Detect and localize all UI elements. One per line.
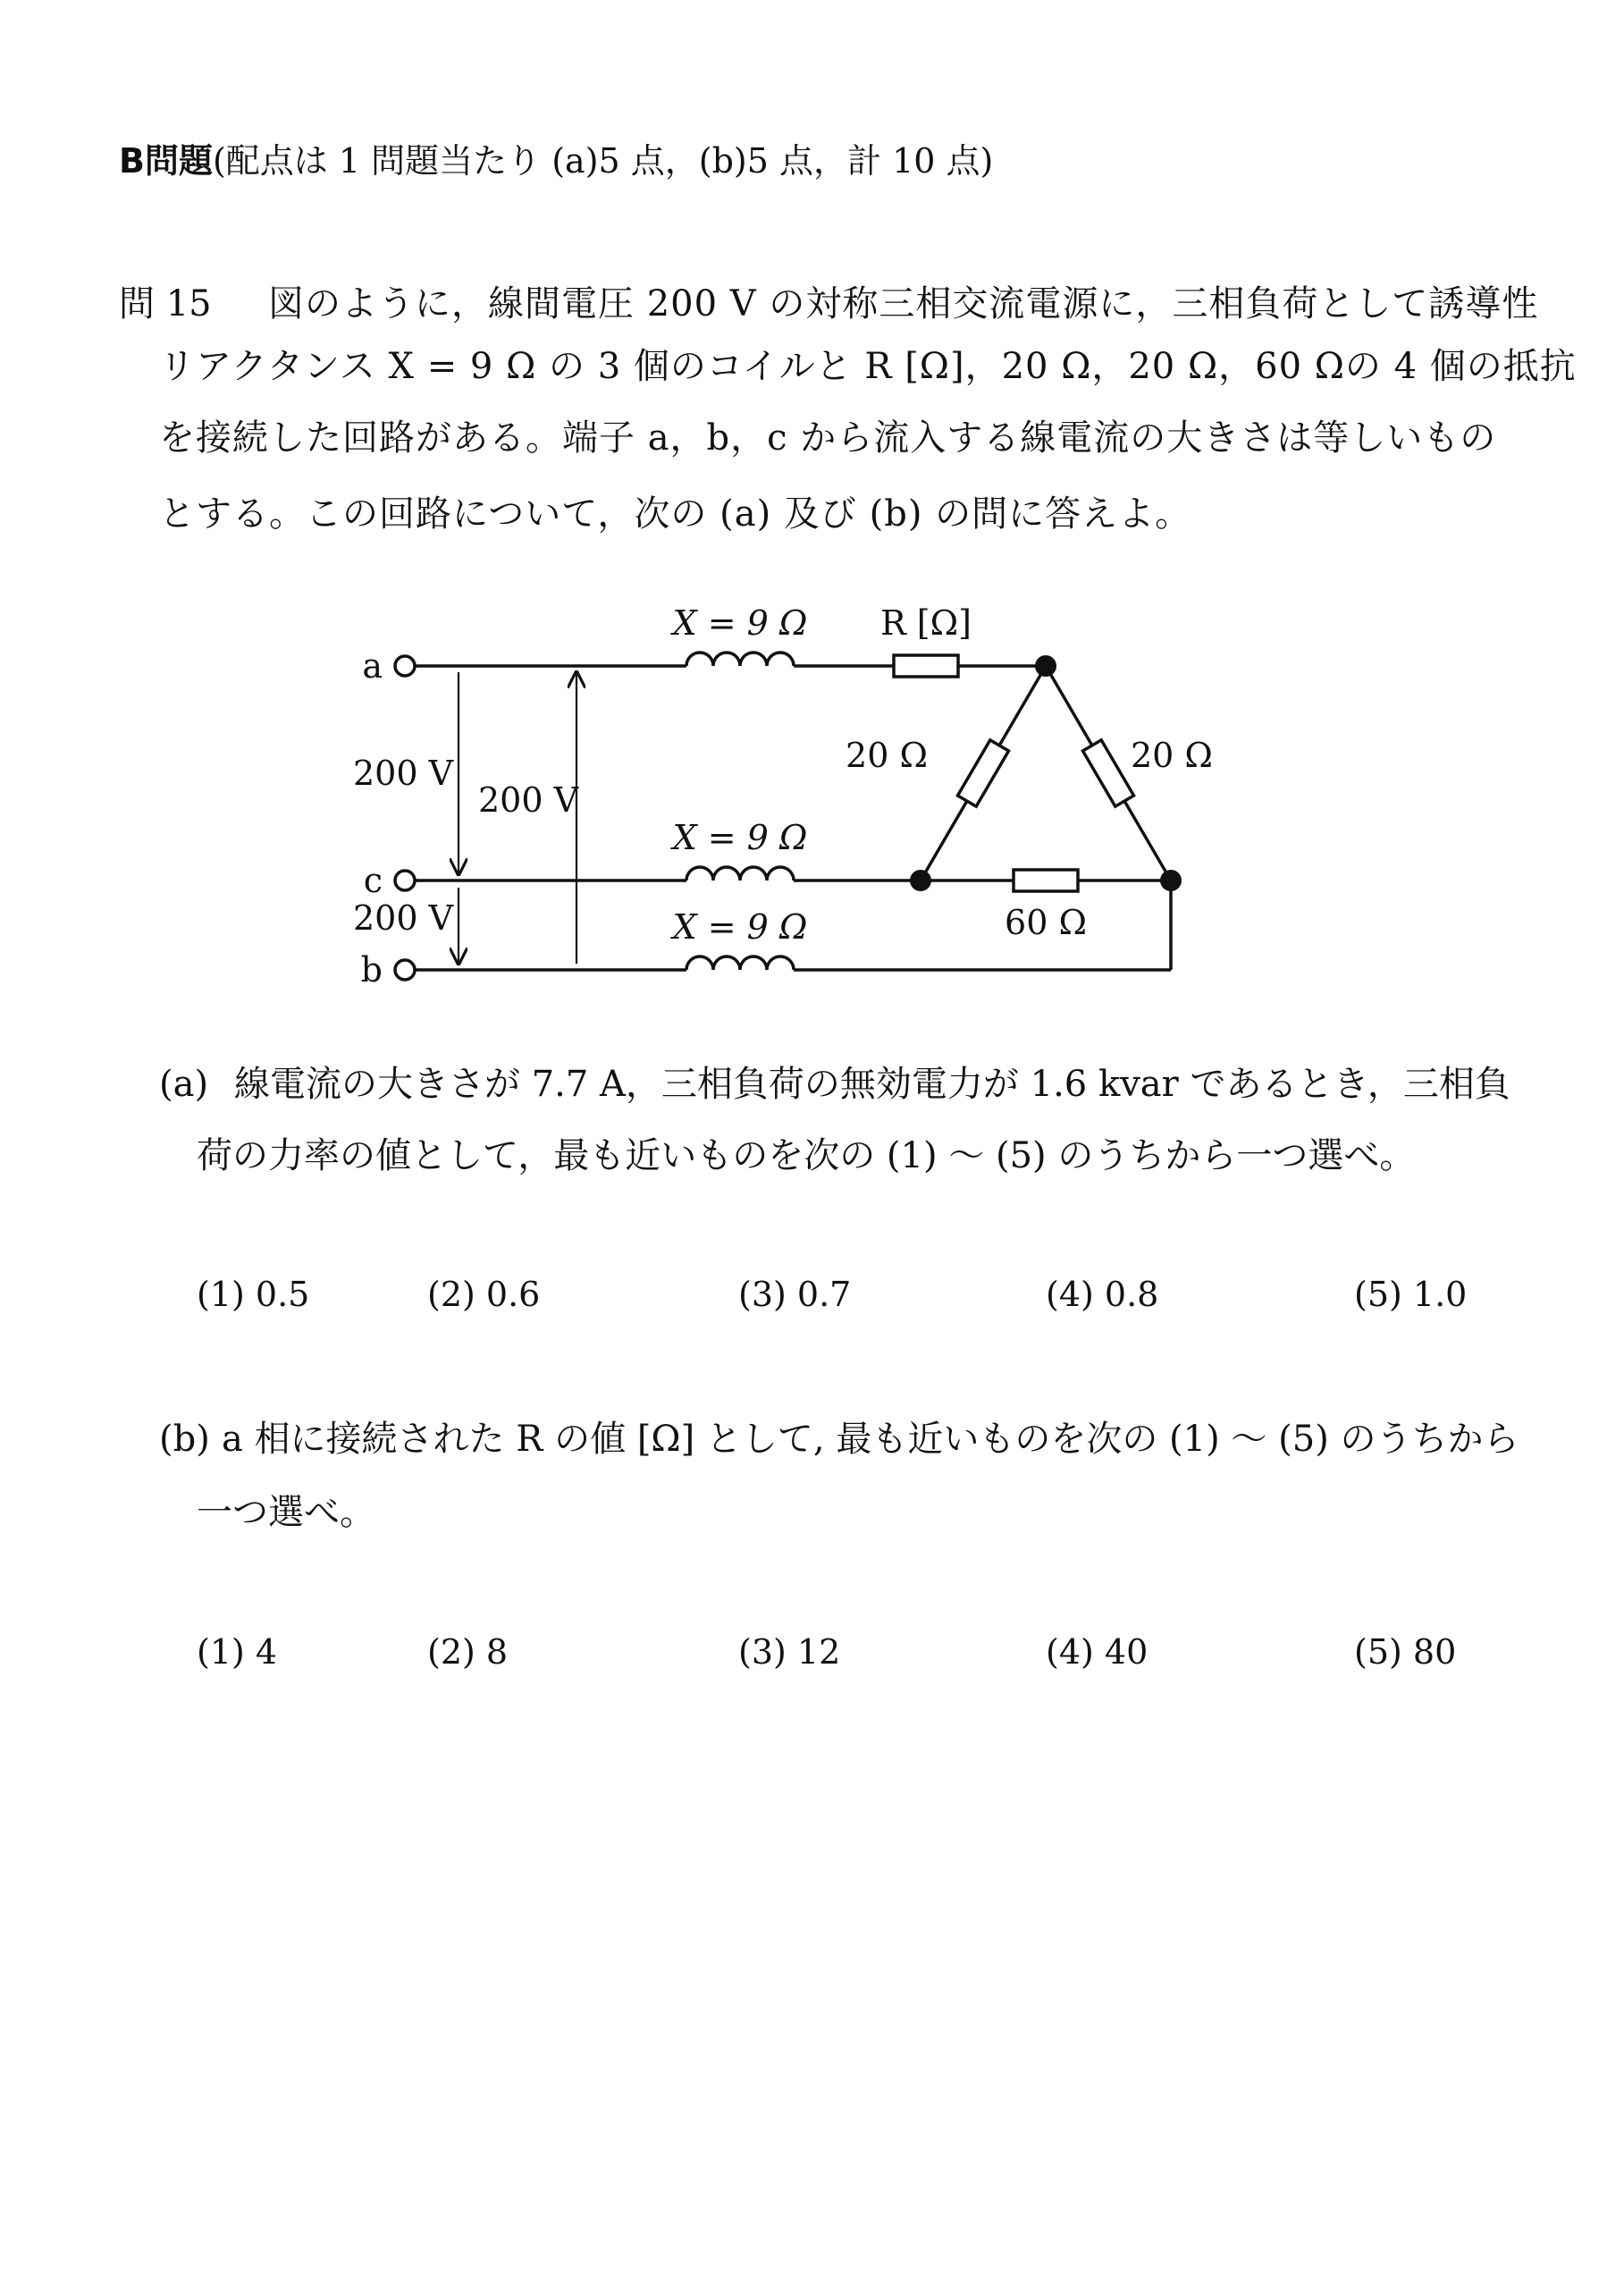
resistor-delta-left	[957, 740, 1008, 806]
part-a-choice-4[interactable]: (4) 0.8	[1046, 1275, 1159, 1314]
node-right	[1160, 870, 1182, 891]
node-left	[910, 870, 931, 891]
part-b-line-1: a 相に接続された R の値 [Ω] として, 最も近いものを次の (1) ～ (5) のうちから	[222, 1419, 1519, 1460]
question-line-1: 図のように，線間電圧 200 V の対称三相交流電源に，三相負荷として誘導性	[268, 283, 1539, 324]
part-b-choice-1[interactable]: (1) 4	[197, 1632, 278, 1672]
coil-c	[686, 867, 794, 881]
label-reactance-a: X = 9 Ω	[672, 603, 808, 643]
label-v-ab: 200 V	[478, 780, 579, 820]
resistor-r	[894, 655, 958, 677]
terminal-b-circle	[395, 960, 415, 980]
coil-a	[686, 653, 794, 666]
label-terminal-b: b	[360, 950, 383, 990]
terminal-a-circle	[395, 656, 415, 676]
part-a-choice-3[interactable]: (3) 0.7	[738, 1275, 852, 1314]
part-a-choice-1[interactable]: (1) 0.5	[197, 1275, 310, 1314]
section-label: B問題	[119, 141, 213, 181]
question-number: 問 15	[119, 283, 212, 324]
label-terminal-c: c	[363, 861, 383, 900]
question-line-3: を接続した回路がある。端子 a，b，c から流入する線電流の大きさは等しいもの	[159, 417, 1497, 459]
part-a-choice-5[interactable]: (5) 1.0	[1354, 1275, 1468, 1314]
label-reactance-b: X = 9 Ω	[672, 907, 808, 947]
part-b-line-2: 一つ選べ。	[197, 1492, 375, 1533]
resistor-delta-right	[1082, 740, 1133, 806]
label-resistor-r: R [Ω]	[880, 603, 972, 643]
part-b-label: (b)	[159, 1419, 210, 1460]
question-line-4: とする。この回路について，次の (a) 及び (b) の問に答えよ。	[159, 493, 1192, 535]
label-v-ac: 200 V	[353, 754, 454, 793]
circuit-diagram	[340, 590, 1287, 1001]
part-b-choice-2[interactable]: (2) 8	[427, 1632, 509, 1672]
label-v-cb: 200 V	[353, 898, 454, 938]
section-points: (配点は 1 問題当たり (a)5 点，(b)5 点，計 10 点)	[212, 141, 994, 181]
label-delta-bottom: 60 Ω	[1005, 903, 1087, 942]
resistor-delta-bottom	[1014, 870, 1078, 891]
part-a-line-1: 線電流の大きさが 7.7 A，三相負荷の無効電力が 1.6 kvar であるとき，三相負	[234, 1064, 1510, 1105]
label-reactance-c: X = 9 Ω	[672, 818, 808, 857]
part-b-choice-4[interactable]: (4) 40	[1046, 1632, 1149, 1672]
question-line-2: リアクタンス X = 9 Ω の 3 個のコイルと R [Ω]，20 Ω，20 Ω，60 Ωの 4 個の抵抗	[159, 346, 1577, 387]
label-terminal-a: a	[362, 646, 383, 686]
label-delta-right: 20 Ω	[1131, 736, 1213, 775]
label-delta-left: 20 Ω	[846, 736, 928, 775]
section-heading	[119, 134, 993, 188]
part-b-choice-3[interactable]: (3) 12	[738, 1632, 841, 1672]
part-b-choice-5[interactable]: (5) 80	[1354, 1632, 1457, 1672]
part-a-choice-2[interactable]: (2) 0.6	[427, 1275, 541, 1314]
part-a-label: (a)	[159, 1064, 209, 1105]
coil-b	[686, 956, 794, 970]
node-top	[1035, 655, 1056, 677]
part-a-line-2: 荷の力率の値として，最も近いものを次の (1) ～ (5) のうちから一つ選べ。	[197, 1135, 1416, 1176]
terminal-c-circle	[395, 871, 415, 890]
